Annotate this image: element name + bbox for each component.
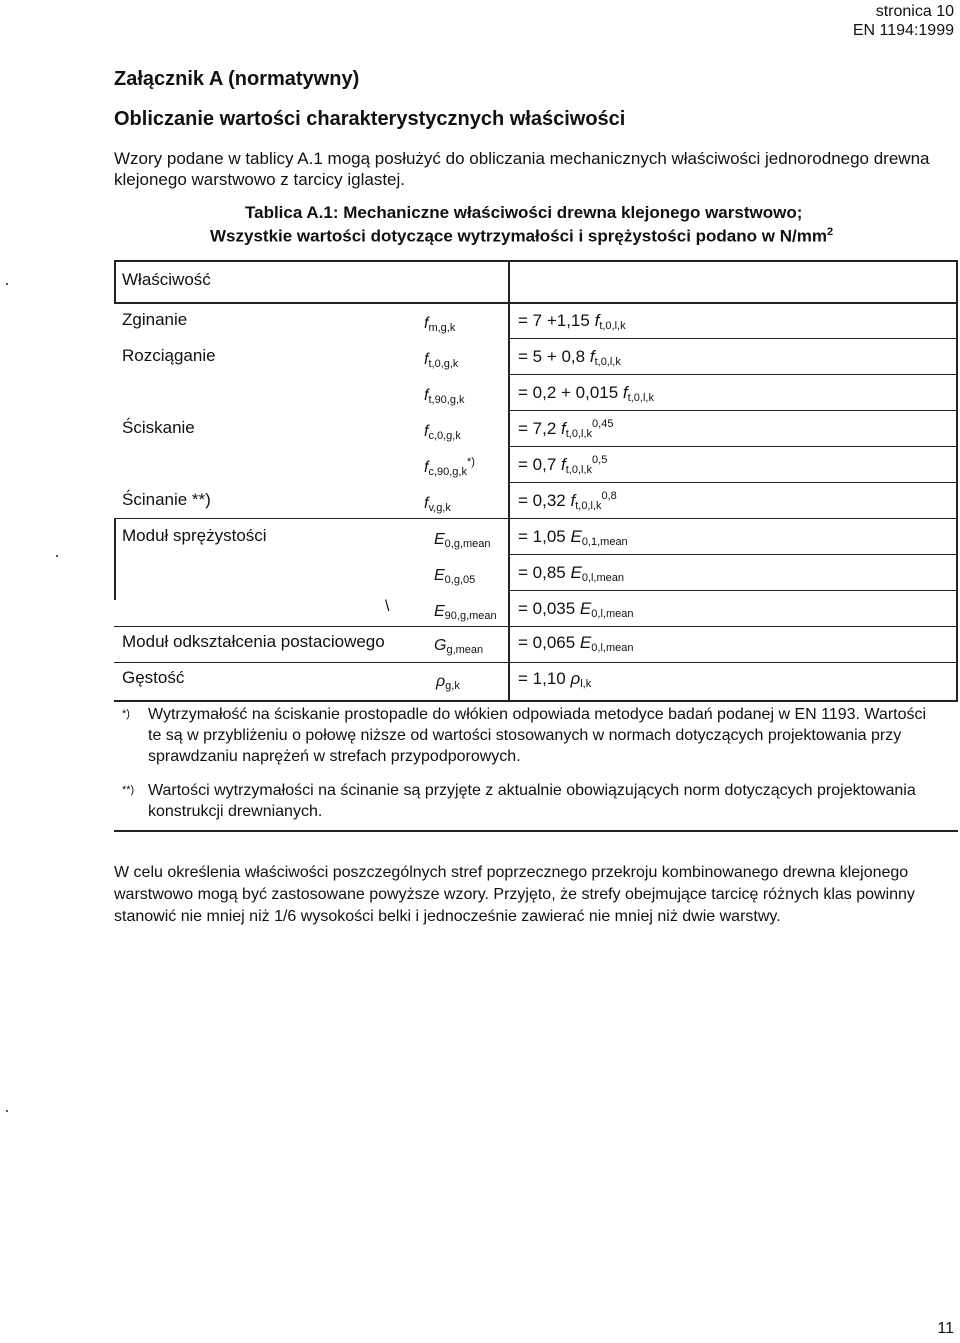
symbol-cell: $E_{0,g,mean}$: [434, 531, 491, 550]
footnote-marker: *): [122, 708, 130, 720]
table-caption-line2: [210, 226, 833, 247]
table-header-divider: [114, 302, 958, 304]
column-header-property: Właściwość: [122, 270, 211, 289]
formula-cell: = 0,065 $E_{0,l,mean}$: [518, 633, 634, 654]
formula-cell: = 7 +1,15 $f_{t,0,l,k}$: [518, 311, 626, 332]
footnote-1: [122, 704, 932, 767]
table-right-border: [956, 260, 958, 702]
footnote-bottom-border: [114, 830, 958, 832]
property-cell: Moduł odkształcenia postaciowego: [122, 632, 385, 651]
row-line: [114, 662, 958, 663]
standard-number: EN 1194:1999: [852, 22, 954, 39]
section-title: Obliczanie wartości charakterystycznych właściwości: [114, 108, 626, 130]
row-line: [510, 338, 956, 339]
row-line: [510, 374, 956, 375]
intro-text: Wzory podane w tablicy A.1 mogą posłużyć do obliczania mechanicznych właściwości jednorodnego drewna klejonego warstwowo z tarcicy iglastej.: [114, 149, 930, 189]
scan-speck: [6, 1110, 8, 1112]
table-caption-sup: 2: [826, 226, 834, 238]
table-left-border-modulus: [114, 518, 116, 600]
formula-cell: = 0,035 $E_{0,l,mean}$: [518, 599, 634, 620]
property-cell: Zginanie: [122, 310, 188, 329]
row-line: [510, 482, 956, 483]
formula-cell: = 0,7 $f_{t,0,l,k}^{0,5}$: [518, 454, 608, 476]
scan-speck: [56, 555, 58, 557]
property-cell: Ścinanie **): [122, 490, 211, 509]
property-cell: Rozciąganie: [122, 346, 216, 365]
table-column-divider: [508, 260, 510, 702]
row-line: [510, 446, 956, 447]
table-caption-line1: Tablica A.1: Mechaniczne właściwości drewna klejonego warstwowo;: [245, 203, 803, 222]
table-bottom-border: [114, 700, 958, 702]
symbol-cell: $f_{t,90,g,k}$: [424, 387, 465, 406]
formula-cell: = 7,2 $f_{t,0,l,k}^{0,45}$: [518, 418, 614, 440]
page-number: 11: [937, 1320, 954, 1337]
symbol-cell: $E_{0,g,05}$: [434, 567, 476, 586]
symbol-cell: $\rho_{g,k}$: [436, 673, 460, 692]
formula-cell: = 1,05 $E_{0,1,mean}$: [518, 527, 628, 548]
closing-paragraph: W celu określenia właściwości poszczególnych stref poprzecznego przekroju kombinowanego drewna klejonego warstwowo mogą być zastosowane powyższe wzory. Przyjęto, że strefy obejmujące tarcicę różnych klas powinny stanowić nie mniej niż 1/6 wysokości belki i jednocześnie zawierać nie mniej niż dwie warstwy.: [114, 864, 915, 925]
stray-mark: \: [385, 598, 390, 615]
table-caption-text: Wszystkie wartości dotyczące wytrzymałości i sprężystości podano w N/mm: [210, 226, 827, 246]
symbol-cell: $f_{t,0,g,k}$: [424, 351, 459, 370]
page-label: stronica 10: [875, 3, 954, 20]
row-line: [114, 626, 958, 627]
row-line: [510, 410, 956, 411]
annex-title: Załącznik A (normatywny): [114, 68, 360, 90]
symbol-cell: $f_{v,g,k}$: [424, 495, 451, 514]
symbol-cell: $G_{g,mean}$: [434, 637, 484, 656]
row-line: [114, 518, 958, 519]
footnote-2: [122, 780, 932, 822]
formula-cell: = 5 + 0,8 $f_{t,0,l,k}$: [518, 347, 621, 368]
scan-speck: [6, 283, 8, 285]
footnote-marker: **): [122, 784, 135, 796]
row-line: [510, 554, 956, 555]
formula-cell: = 0,32 $f_{t,0,l,k}^{0,8}$: [518, 490, 617, 512]
formula-cell: = 0,85 $E_{0,l,mean}$: [518, 563, 625, 584]
symbol-cell: $E_{90,g,mean}$: [434, 603, 497, 622]
table-top-border: [114, 260, 958, 262]
footnote-text: Wartości wytrzymałości na ścinanie są przyjęte z aktualnie obowiązujących norm dotyczących projektowania konstrukcji drewnianych.: [148, 782, 916, 820]
formula-cell: = 0,2 + 0,015 $f_{t,0,l,k}$: [518, 383, 654, 404]
formula-cell: = 1,10 $\rho_{l,k}$: [518, 669, 592, 690]
property-cell: Moduł sprężystości: [122, 526, 267, 545]
property-cell: Gęstość: [122, 668, 185, 687]
footnote-text: Wytrzymałość na ściskanie prostopadle do włókien odpowiada metodyce badań podanej w EN 1193. Wartości te są w przybliżeniu o połowę niższe od wartości stosowanych w normach dotyczących projektowania przy sprawdzaniu naprężeń w strefach przypodporowych.: [148, 706, 927, 765]
property-cell: Ściskanie: [122, 418, 195, 437]
symbol-cell: $f_{c,0,g,k}$: [424, 423, 461, 442]
table-left-border-header: [114, 260, 116, 304]
symbol-cell: $f_{c,90,g,k}^{*)}$: [424, 456, 475, 478]
symbol-cell: $f_{m,g,k}$: [424, 315, 456, 334]
row-line: [510, 590, 956, 591]
